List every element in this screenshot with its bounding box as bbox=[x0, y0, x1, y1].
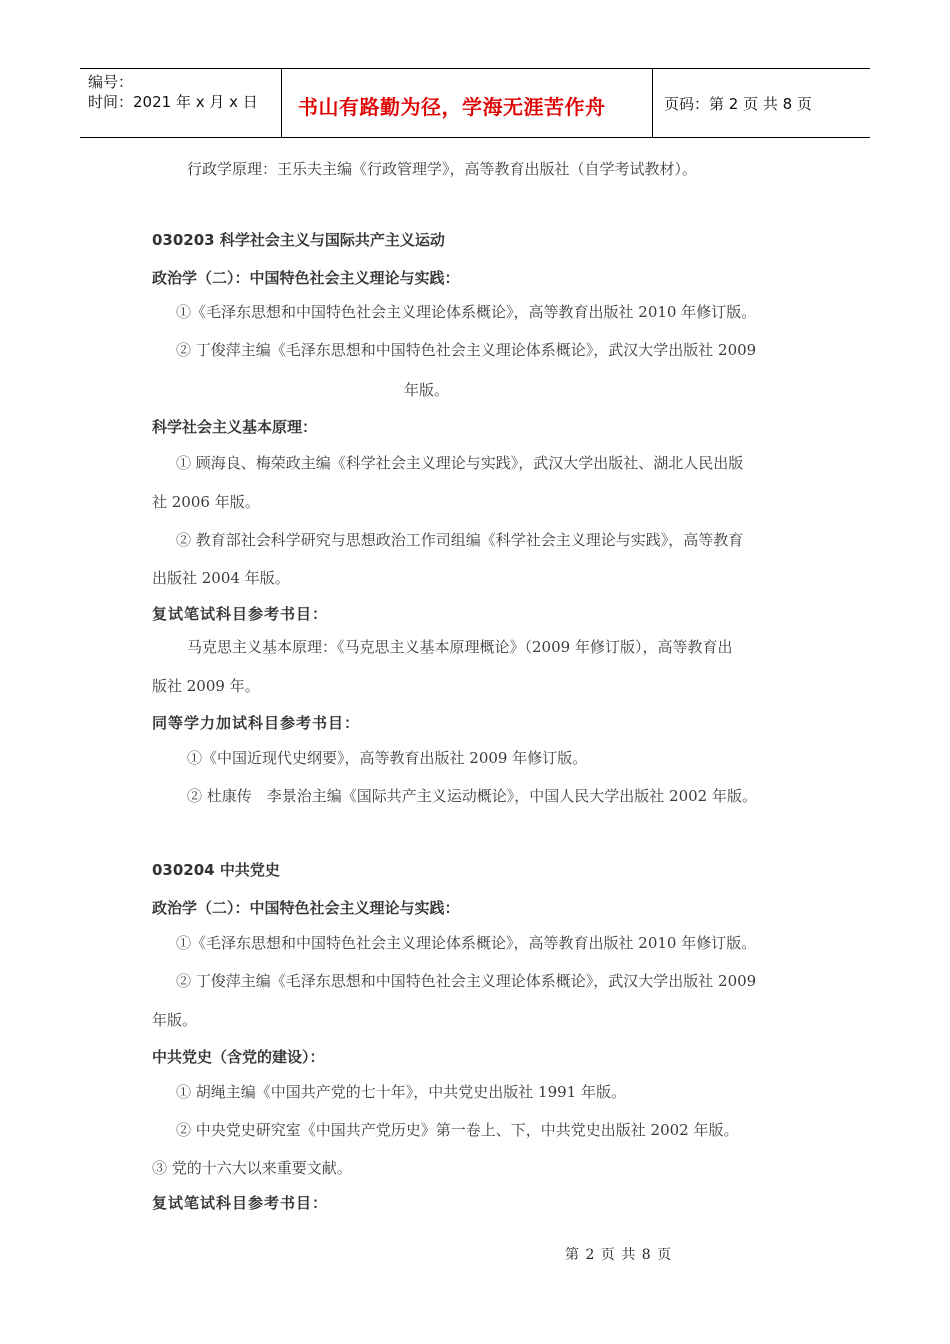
time-label: 时间：2021 年 x 月 x 日 bbox=[88, 93, 258, 111]
header-motto: 书山有路勤为径，学海无涯苦作舟 bbox=[298, 95, 606, 119]
subject-heading: 政治学（二）：中国特色社会主义理论与实践： bbox=[152, 899, 460, 917]
body-line: ① 顾海良、梅荣政主编《科学社会主义理论与实践》，武汉大学出版社、湖北人民出版 bbox=[176, 454, 744, 472]
section-heading: 030203 科学社会主义与国际共产主义运动 bbox=[152, 231, 445, 249]
number-label: 编号： bbox=[88, 73, 134, 91]
page-header bbox=[80, 68, 870, 138]
body-line: ② 丁俊萍主编《毛泽东思想和中国特色社会主义理论体系概论》，武汉大学出版社 2009 bbox=[176, 341, 757, 359]
subject-heading: 复试笔试科目参考书目： bbox=[152, 1194, 329, 1212]
body-line: ①《中国近现代史纲要》，高等教育出版社 2009 年修订版。 bbox=[187, 749, 588, 767]
subject-heading: 政治学（二）：中国特色社会主义理论与实践： bbox=[152, 269, 460, 287]
body-line: ② 教育部社会科学研究与思想政治工作司组编《科学社会主义理论与实践》，高等教育 bbox=[176, 531, 744, 549]
body-line: 年版。 bbox=[404, 381, 450, 399]
body-line: 出版社 2004 年版。 bbox=[152, 569, 290, 587]
body-line: ①《毛泽东思想和中国特色社会主义理论体系概论》，高等教育出版社 2010 年修订版。 bbox=[176, 303, 757, 321]
body-line: 马克思主义基本原理：《马克思主义基本原理概论》（2009 年修订版），高等教育出 bbox=[187, 638, 733, 656]
body-line: 版社 2009 年。 bbox=[152, 677, 260, 695]
body-line: ② 中央党史研究室《中国共产党历史》第一卷上、下，中共党史出版社 2002 年版。 bbox=[176, 1121, 739, 1139]
body-line: 行政学原理：王乐夫主编《行政管理学》，高等教育出版社（自学考试教材）。 bbox=[187, 160, 698, 178]
subject-heading: 同等学力加试科目参考书目： bbox=[152, 714, 361, 732]
header-meta-cell bbox=[80, 69, 282, 137]
body-line: ① 胡绳主编《中国共产党的七十年》，中共党史出版社 1991 年版。 bbox=[176, 1083, 626, 1101]
body-line: 年版。 bbox=[152, 1011, 198, 1029]
subject-heading: 中共党史（含党的建设）： bbox=[152, 1048, 325, 1066]
header-page-cell bbox=[653, 69, 870, 137]
subject-heading: 复试笔试科目参考书目： bbox=[152, 605, 329, 623]
section-heading: 030204 中共党史 bbox=[152, 861, 280, 879]
page-footer: 第 2 页 共 8 页 bbox=[565, 1247, 673, 1263]
header-motto-cell bbox=[282, 69, 653, 137]
body-line: ② 丁俊萍主编《毛泽东思想和中国特色社会主义理论体系概论》，武汉大学出版社 2009 bbox=[176, 972, 757, 990]
body-line: 社 2006 年版。 bbox=[152, 493, 260, 511]
body-line: ② 杜康传 李景治主编《国际共产主义运动概论》，中国人民大学出版社 2002 年版。 bbox=[187, 787, 757, 805]
body-line: ①《毛泽东思想和中国特色社会主义理论体系概论》，高等教育出版社 2010 年修订版。 bbox=[176, 934, 757, 952]
header-page-label: 页码：第 2 页 共 8 页 bbox=[664, 95, 812, 113]
subject-heading: 科学社会主义基本原理： bbox=[152, 418, 318, 436]
body-line: ③ 党的十六大以来重要文献。 bbox=[152, 1159, 352, 1177]
